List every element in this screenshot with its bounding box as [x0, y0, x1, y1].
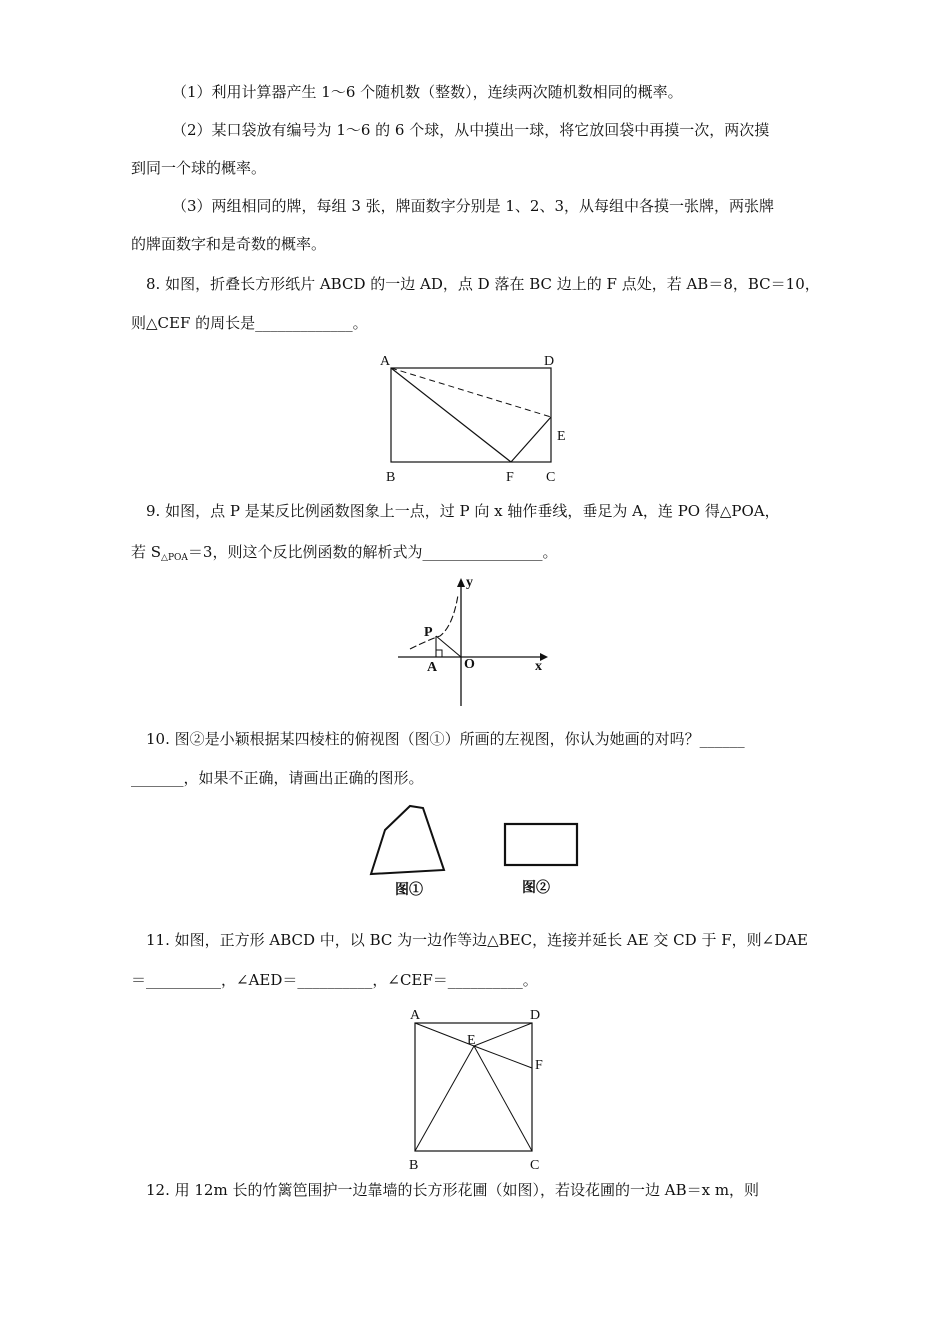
- q8-label-f: F: [506, 470, 514, 485]
- q11-segment-eb: [415, 1046, 474, 1151]
- q9-text-line1: 9. 如图，点 P 是某反比例函数图象上一点，过 P 向 x 轴作垂线，垂足为 A，连 PO 得△POA，: [146, 502, 780, 520]
- q8-text-line2: 则△CEF 的周长是_____________。: [131, 314, 368, 332]
- q8-text-line1: 8. 如图，折叠长方形纸片 ABCD 的一边 AD，点 D 落在 BC 边上的 F 点处，若 AB＝8，BC＝10，: [146, 275, 820, 293]
- q11-text-line2: ＝__________，∠AED＝__________，∠CEF＝__________。: [131, 971, 538, 989]
- q7-item-1: （1）利用计算器产生 1～6 个随机数（整数），连续两次随机数相同的概率。: [172, 83, 683, 101]
- q8-label-a: A: [380, 354, 391, 369]
- q11-label-a: A: [410, 1008, 421, 1023]
- q11-label-b: B: [409, 1158, 419, 1173]
- q9-text-line2: 若 $S_{\triangle POA}=3$，则这个反比例函数的解析式为________________。: [131, 543, 558, 563]
- q7-item-2-line1: （2）某口袋放有编号为 1～6 的 6 个球，从中摸出一球，将它放回袋中再摸一次，两次摸: [172, 121, 770, 139]
- q7-item-3-line2: 的牌面数字和是奇数的概率。: [131, 235, 327, 253]
- q11-label-d: D: [530, 1008, 541, 1023]
- q9-label-o: O: [464, 657, 475, 672]
- q11-label-e: E: [467, 1033, 476, 1048]
- q11-label-c: C: [530, 1158, 540, 1173]
- q11-segment-ec: [474, 1046, 532, 1151]
- q9-label-p: P: [424, 625, 433, 640]
- q9-label-y: y: [466, 575, 473, 590]
- q11-segment-ef: [474, 1046, 532, 1068]
- q8-label-b: B: [386, 470, 396, 485]
- q11-text-line1: 11. 如图，正方形 ABCD 中，以 BC 为一边作等边△BEC，连接并延长 AE 交 CD 于 F，则∠DAE: [146, 931, 809, 949]
- q8-label-e: E: [557, 429, 566, 444]
- q10-fig1-caption: 图①: [395, 883, 423, 898]
- q11-label-f: F: [535, 1058, 543, 1073]
- q11-segment-ed: [474, 1023, 532, 1046]
- q9-label-a: A: [427, 660, 438, 675]
- q8-label-c: C: [546, 470, 556, 485]
- q11-segment-ae: [415, 1023, 474, 1046]
- q9-label-x: x: [535, 659, 542, 674]
- q8-label-d: D: [544, 354, 555, 369]
- q12-text-line1: 12. 用 12m 长的竹篱笆围护一边靠墙的长方形花圃（如图），若设花圃的一边 AB＝x m，则: [146, 1181, 760, 1199]
- q10-fig2-caption: 图②: [522, 881, 550, 896]
- q10-text-line1: 10. 图②是小颖根据某四棱柱的俯视图（图①）所画的左视图，你认为她画的对吗？______: [146, 730, 745, 748]
- q7-item-2-line2: 到同一个球的概率。: [131, 159, 267, 177]
- q10-text-line2: _______，如果不正确，请画出正确的图形。: [131, 769, 424, 787]
- q7-item-3-line1: （3）两组相同的牌，每组 3 张，牌面数字分别是 1、2、3，从每组中各摸一张牌，两张牌: [172, 197, 775, 215]
